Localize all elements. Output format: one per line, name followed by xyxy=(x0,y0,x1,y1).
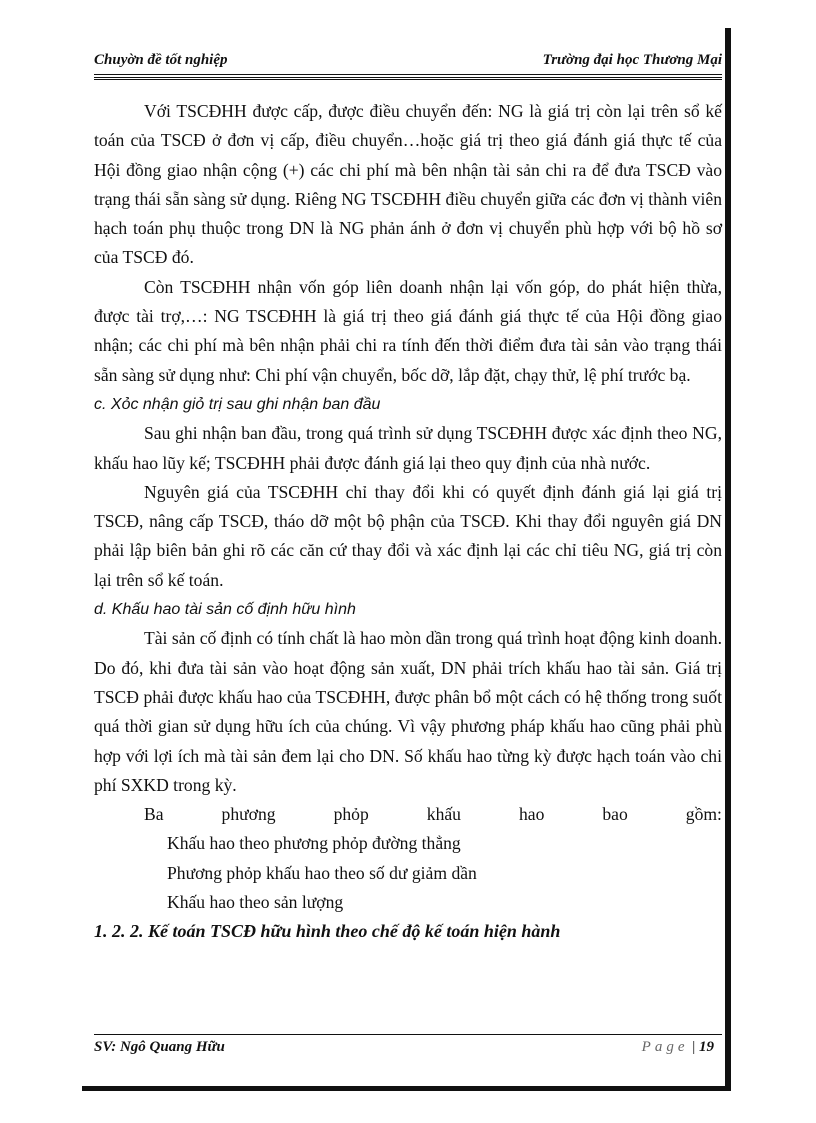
footer-page-info xyxy=(642,1039,714,1056)
methods-intro-word: khấu xyxy=(426,804,461,825)
methods-intro-word: Ba xyxy=(144,804,164,825)
page-header xyxy=(94,52,722,74)
document-body xyxy=(94,97,722,947)
header-divider xyxy=(94,74,722,80)
paragraph-3: Sau ghi nhận ban đầu, trong quá trình sử dụng TSCĐHH được xác định theo NG, khấu hao lũy kế; TSCĐHH phải được đánh giá lại theo quy định của nhà nước. xyxy=(94,423,722,473)
methods-intro-word: bao xyxy=(602,804,628,825)
header-left-title: Chuyờn đề tốt nghiệp xyxy=(94,52,228,68)
paragraph-5: Tài sản cố định có tính chất là hao mòn dần trong quá trình hoạt động kinh doanh. Do đó, khi đưa tài sản vào hoạt động sản xuất, DN phải trích khấu hao tài sản. Giá trị TSCĐ phải được khấu hao của TSCĐHH, được phân bổ một cách có hệ thống trong suốt quá thời gian sử dụng hữu ích của chúng. Vì vậy phương pháp khấu hao cũng phải phù hợp với lợi ích mà tài sản đem lại cho DN. Số khấu hao từng kỳ được hạch toán vào chi phí SXKD trong kỳ. xyxy=(94,628,722,795)
page-label: Page xyxy=(641,1039,689,1055)
method-item: Phương phỏp khấu hao theo số dư giảm dần xyxy=(167,862,477,883)
page-number: 19 xyxy=(699,1039,714,1055)
methods-intro-word: phương xyxy=(221,804,276,825)
methods-intro-word: gồm: xyxy=(685,804,722,825)
paragraph-4: Nguyên giá của TSCĐHH chỉ thay đổi khi có quyết định đánh giá lại giá trị TSCĐ, nâng cấp TSCĐ, tháo dỡ một bộ phận của TSCĐ. Khi thay đổi nguyên giá DN phải lập biên bản ghi rõ các căn cứ thay đổi và xác định lại các chỉ tiêu NG, giá trị còn lại trên sổ kế toán. xyxy=(94,481,722,590)
methods-intro-word: phỏp xyxy=(333,804,369,825)
methods-intro-word: hao xyxy=(518,804,545,825)
page-border-right xyxy=(725,28,731,1090)
header-right-title: Trường đại học Thương Mại xyxy=(542,52,722,68)
section-title: 1. 2. 2. Kế toán TSCĐ hữu hình theo chế độ kế toán hiện hành xyxy=(94,921,561,942)
subheading-d: d. Khấu hao tài sản cố định hữu hình xyxy=(94,601,356,619)
paragraph-2: Còn TSCĐHH nhận vốn góp liên doanh nhận lại vốn góp, do phát hiện thừa, được tài trợ,…: NG TSCĐHH là giá trị theo giá đánh giá thực tế của Hội đồng giao nhận; các chi phí mà bên nhận phải chi ra tính đến thời điểm đưa tài sản vào trạng thái sẵn sàng sử dụng như: Chi phí vận chuyển, bốc dỡ, lắp đặt, chạy thử, lệ phí trước bạ. xyxy=(94,276,722,385)
footer-divider xyxy=(94,1034,722,1035)
paragraph-1: Với TSCĐHH được cấp, được điều chuyển đến: NG là giá trị còn lại trên sổ kế toán của TSCĐ ở đơn vị cấp, điều chuyển…hoặc giá trị theo giá đánh giá thực tế của Hội đồng giao nhận cộng (+) các chi phí mà bên nhận tài sản chi ra để đưa TSCĐ vào trạng thái sẵn sàng sử dụng. Riêng NG TSCĐHH điều chuyển giữa các đơn vị thành viên hạch toán phụ thuộc trong DN là NG phản ánh ở đơn vị chuyển phù hợp với bộ hồ sơ của TSCĐ đó. xyxy=(94,101,722,268)
page-footer xyxy=(94,1039,722,1061)
page-border-bottom xyxy=(82,1086,731,1091)
methods-intro xyxy=(94,800,722,829)
method-item: Khấu hao theo phương phỏp đường thẳng xyxy=(167,833,461,854)
footer-author: SV: Ngô Quang Hữu xyxy=(94,1039,225,1055)
method-item: Khấu hao theo sản lượng xyxy=(167,892,344,913)
subheading-c: c. Xỏc nhận giỏ trị sau ghi nhận ban đầu xyxy=(94,395,381,413)
page-separator: | xyxy=(692,1039,696,1055)
